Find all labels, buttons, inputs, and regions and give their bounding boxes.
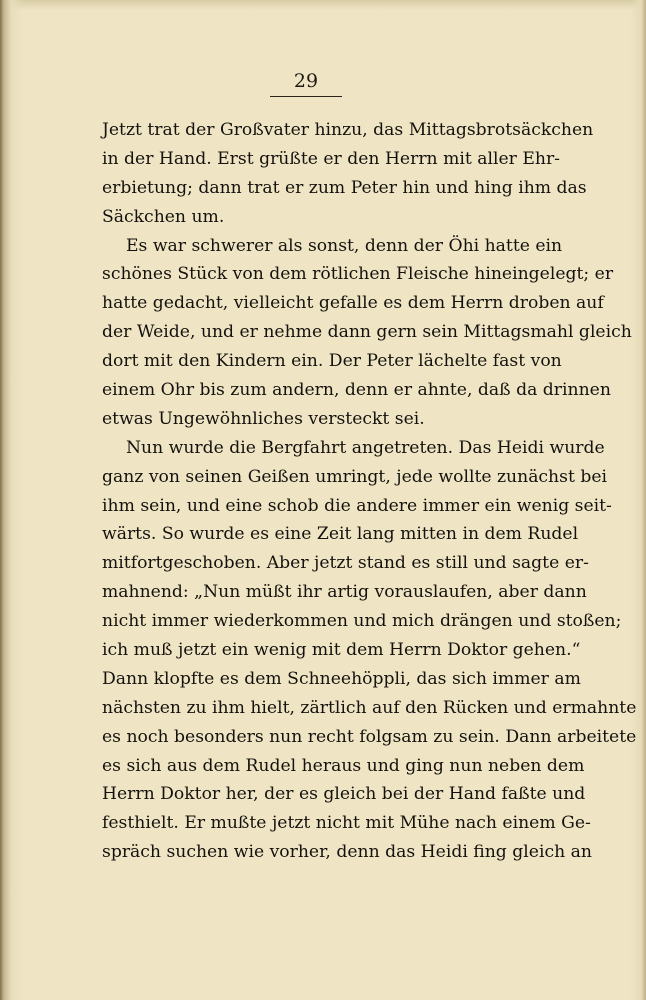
text-line: nächsten zu ihm hielt, zärtlich auf den Rücken und ermahnte: [102, 697, 637, 718]
text-line: es sich aus dem Rudel heraus und ging nun neben dem: [102, 755, 585, 776]
text-line: mitfortgeschoben. Aber jetzt stand es still und sagte er-: [102, 553, 589, 574]
text-line: Jetzt trat der Großvater hinzu, das Mittagsbrotsäckchen: [102, 120, 594, 140]
text-line: der Weide, und er nehme dann gern sein Mittagsmahl gleich: [102, 322, 632, 343]
body-text: [102, 116, 637, 867]
text-line: einem Ohr bis zum andern, denn er ahnte, daß da drinnen: [102, 380, 611, 401]
text-line: ich muß jetzt ein wenig mit dem Herrn Doktor gehen.“: [102, 640, 581, 661]
text-line: in der Hand. Erst grüßte er den Herrn mit aller Ehr-: [102, 148, 560, 169]
text-line: schönes Stück von dem rötlichen Fleische hineingelegt; er: [102, 264, 614, 285]
text-line: Herrn Doktor her, der es gleich bei der Hand faßte und: [102, 784, 586, 805]
text-line: Dann klopfte es dem Schneehöppli, das sich immer am: [102, 668, 581, 689]
text-line: etwas Ungewöhnliches versteckt sei.: [102, 408, 425, 429]
text-line: Es war schwerer als sonst, denn der Öhi hatte ein: [126, 235, 563, 256]
text-line: mahnend: „Nun müßt ihr artig vorauslaufen, aber dann: [102, 582, 587, 603]
text-line: es noch besonders nun recht folgsam zu sein. Dann arbeitete: [102, 726, 637, 747]
text-line: ihm sein, und eine schob die andere immer ein wenig seit-: [102, 495, 612, 516]
text-line: Säckchen um.: [102, 206, 225, 227]
text-line: festhielt. Er mußte jetzt nicht mit Mühe nach einem Ge-: [102, 813, 591, 834]
text-line: spräch suchen wie vorher, denn das Heidi fing gleich an: [102, 842, 592, 863]
text-line: ganz von seinen Geißen umringt, jede wollte zunächst bei: [102, 466, 607, 487]
text-line: hatte gedacht, vielleicht gefalle es dem Herrn droben auf: [102, 293, 604, 314]
text-line: nicht immer wiederkommen und mich drängen und stoßen;: [102, 611, 622, 632]
page-number: 29: [270, 70, 342, 97]
text-line: Nun wurde die Bergfahrt angetreten. Das Heidi wurde: [126, 437, 605, 458]
text-line: wärts. So wurde es eine Zeit lang mitten in dem Rudel: [102, 524, 579, 545]
text-line: erbietung; dann trat er zum Peter hin und hing ihm das: [102, 177, 587, 198]
text-line: dort mit den Kindern ein. Der Peter lächelte fast von: [102, 351, 562, 372]
